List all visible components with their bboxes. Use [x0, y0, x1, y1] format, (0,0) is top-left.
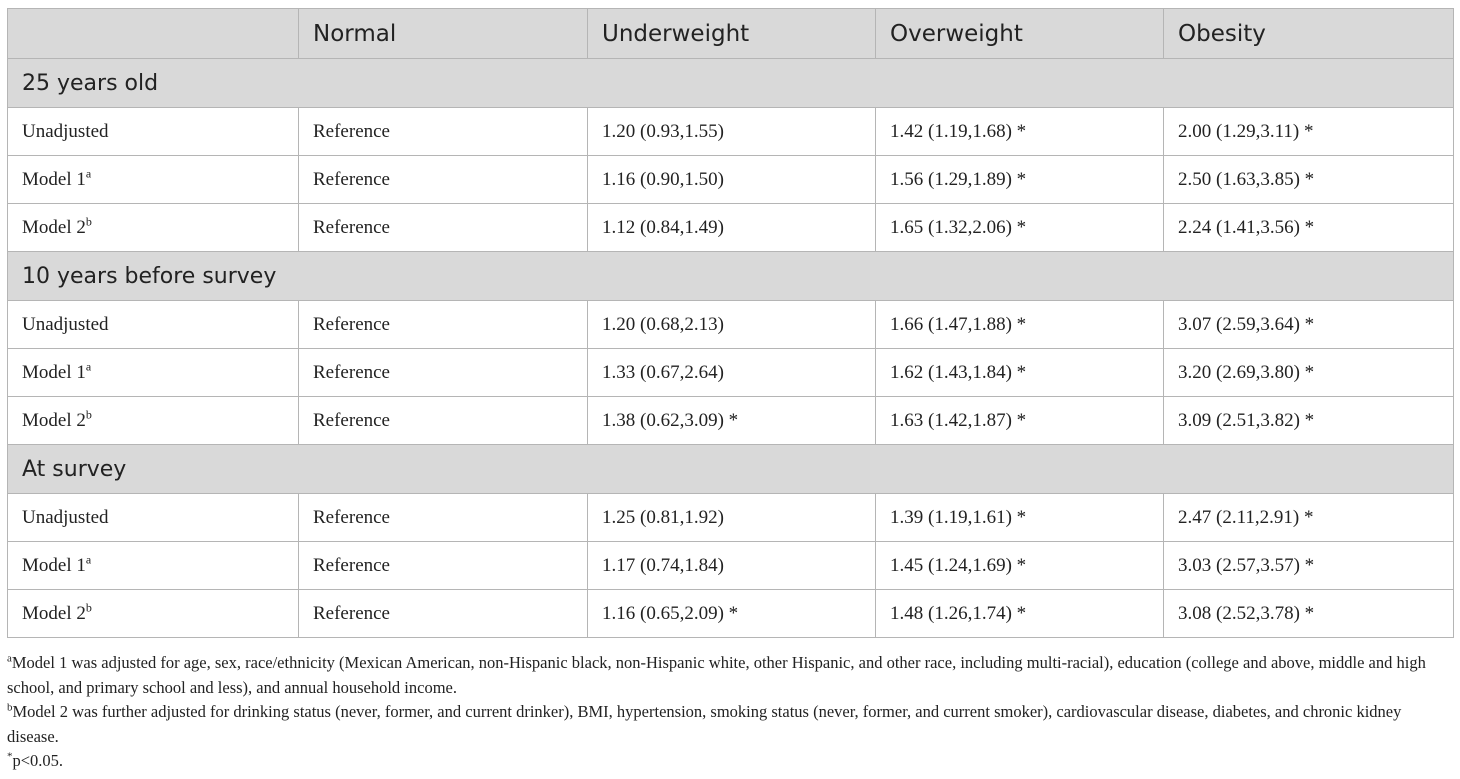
table-cell: 1.20 (0.93,1.55) — [588, 108, 876, 156]
table-cell: 2.00 (1.29,3.11) * — [1164, 108, 1454, 156]
table-row — [8, 204, 1454, 252]
row-label-cell — [8, 301, 299, 349]
table-cell: Reference — [299, 301, 588, 349]
table-cell: Reference — [299, 156, 588, 204]
table-cell: 1.25 (0.81,1.92) — [588, 494, 876, 542]
footnote-marker: a — [85, 552, 92, 567]
section-row — [8, 252, 1454, 301]
table-cell: Reference — [299, 542, 588, 590]
section-title: 25 years old — [8, 59, 1454, 108]
row-label: Model 1 — [22, 168, 86, 190]
table-cell: 1.56 (1.29,1.89) * — [876, 156, 1164, 204]
table-cell: 1.62 (1.43,1.84) * — [876, 349, 1164, 397]
table-cell: 1.17 (0.74,1.84) — [588, 542, 876, 590]
table-cell: Reference — [299, 590, 588, 638]
results-table — [7, 8, 1454, 638]
footnote-mark: a — [7, 652, 12, 665]
table-cell: 1.63 (1.42,1.87) * — [876, 397, 1164, 445]
table-cell: Reference — [299, 108, 588, 156]
footnote-mark: b — [7, 701, 13, 714]
row-label: Model 2 — [22, 409, 86, 431]
footnote-marker: a — [85, 359, 92, 374]
row-label-cell — [8, 494, 299, 542]
table-body — [8, 59, 1454, 638]
table-cell: Reference — [299, 204, 588, 252]
results-table-container — [7, 8, 1453, 638]
table-cell: 1.16 (0.90,1.50) — [588, 156, 876, 204]
table-cell: 1.42 (1.19,1.68) * — [876, 108, 1164, 156]
header-cell: Obesity — [1164, 9, 1454, 59]
row-label: Unadjusted — [22, 506, 109, 528]
section-title: 10 years before survey — [8, 252, 1454, 301]
footnote-text: Model 1 was adjusted for age, sex, race/ethnicity (Mexican American, non-Hispanic black, non-Hispanic white, other Hispanic, and other race, including multi-racial), education (college and above, middle and high school, and primary school and less), and annual household income. — [7, 653, 1426, 697]
footnote — [7, 651, 1453, 700]
table-row — [8, 108, 1454, 156]
table-cell: 1.33 (0.67,2.64) — [588, 349, 876, 397]
table-cell: 2.50 (1.63,3.85) * — [1164, 156, 1454, 204]
table-cell: Reference — [299, 494, 588, 542]
footnote-mark: * — [7, 750, 13, 763]
table-cell: 3.07 (2.59,3.64) * — [1164, 301, 1454, 349]
table-header-row — [8, 9, 1454, 59]
table-cell: 3.08 (2.52,3.78) * — [1164, 590, 1454, 638]
table-cell: 1.65 (1.32,2.06) * — [876, 204, 1164, 252]
footnote — [7, 749, 1453, 774]
table-row — [8, 349, 1454, 397]
table-cell: 1.16 (0.65,2.09) * — [588, 590, 876, 638]
table-cell: 1.12 (0.84,1.49) — [588, 204, 876, 252]
row-label-cell — [8, 590, 299, 638]
row-label-cell — [8, 108, 299, 156]
table-row — [8, 542, 1454, 590]
footnote-marker: b — [85, 600, 92, 615]
table-row — [8, 494, 1454, 542]
footnote-marker: b — [85, 214, 92, 229]
header-cell: Underweight — [588, 9, 876, 59]
table-cell: 1.39 (1.19,1.61) * — [876, 494, 1164, 542]
table-cell: 2.24 (1.41,3.56) * — [1164, 204, 1454, 252]
row-label-cell — [8, 397, 299, 445]
table-cell: 3.09 (2.51,3.82) * — [1164, 397, 1454, 445]
section-row — [8, 59, 1454, 108]
table-row — [8, 397, 1454, 445]
table-row — [8, 590, 1454, 638]
row-label: Model 1 — [22, 361, 86, 383]
table-cell: 2.47 (2.11,2.91) * — [1164, 494, 1454, 542]
table-cell: 1.38 (0.62,3.09) * — [588, 397, 876, 445]
table-cell: 1.45 (1.24,1.69) * — [876, 542, 1164, 590]
table-cell: 1.66 (1.47,1.88) * — [876, 301, 1164, 349]
table-cell: Reference — [299, 397, 588, 445]
row-label: Model 1 — [22, 554, 86, 576]
row-label: Model 2 — [22, 602, 86, 624]
table-row — [8, 156, 1454, 204]
header-cell — [8, 9, 299, 59]
table-cell: Reference — [299, 349, 588, 397]
table-cell: 1.20 (0.68,2.13) — [588, 301, 876, 349]
section-title: At survey — [8, 445, 1454, 494]
table-cell: 3.20 (2.69,3.80) * — [1164, 349, 1454, 397]
footnote-marker: b — [85, 407, 92, 422]
table-cell: 1.48 (1.26,1.74) * — [876, 590, 1164, 638]
row-label: Model 2 — [22, 216, 86, 238]
table-footnotes — [7, 651, 1453, 774]
row-label-cell — [8, 349, 299, 397]
table-row — [8, 301, 1454, 349]
header-cell: Overweight — [876, 9, 1164, 59]
row-label-cell — [8, 204, 299, 252]
footnote-text: Model 2 was further adjusted for drinking status (never, former, and current drinker), BMI, hypertension, smoking status (never, former, and current smoker), cardiovascular disease, diabetes, and chronic kidney disease. — [7, 702, 1402, 746]
footnote-marker: a — [85, 166, 92, 181]
section-row — [8, 445, 1454, 494]
table-cell: 3.03 (2.57,3.57) * — [1164, 542, 1454, 590]
footnote — [7, 700, 1453, 749]
footnote-text: p<0.05. — [12, 751, 64, 770]
row-label: Unadjusted — [22, 313, 109, 335]
header-cell: Normal — [299, 9, 588, 59]
row-label-cell — [8, 542, 299, 590]
row-label: Unadjusted — [22, 120, 109, 142]
row-label-cell — [8, 156, 299, 204]
